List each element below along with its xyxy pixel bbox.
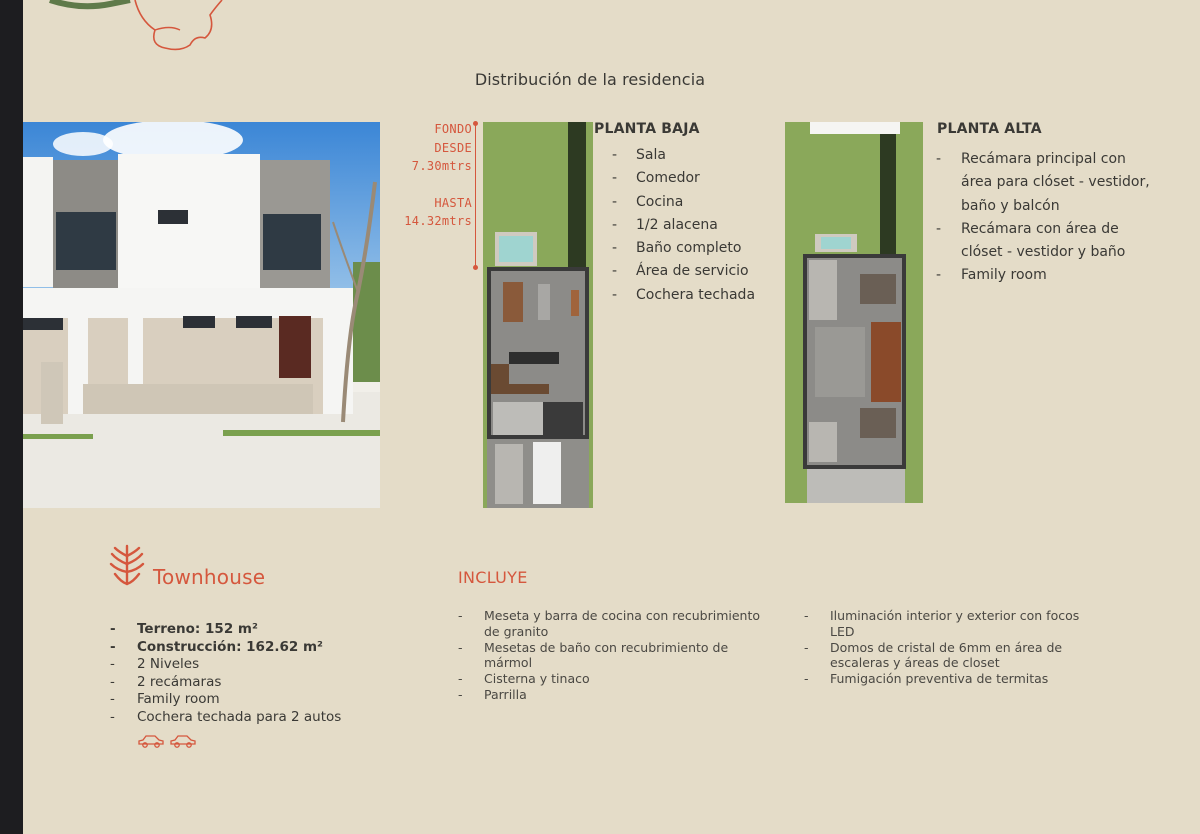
incluye-list-a <box>458 608 778 703</box>
list-item: - Domos de cristal de 6mm en área de escaleras y áreas de closet <box>804 639 1063 671</box>
decorative-plant-illustration <box>40 0 240 60</box>
floor-plan-ground <box>483 122 593 508</box>
hasta-label: HASTA <box>434 195 472 210</box>
incluye-title: INCLUYE <box>458 568 528 587</box>
list-item: - Fumigación preventiva de termitas <box>804 671 1049 687</box>
dimension-dot-bottom <box>473 265 478 270</box>
feature-terreno: - Terreno: 152 m² <box>110 621 258 637</box>
hasta-value: 14.32mtrs <box>404 214 472 228</box>
page-title: Distribución de la residencia <box>474 70 706 89</box>
list-item: - 2 recámaras <box>110 673 222 690</box>
desde-value: 7.30mtrs <box>411 159 472 173</box>
floor-plan-upper <box>785 122 923 503</box>
list-item: - Cocina <box>612 193 684 210</box>
planta-alta-title: PLANTA ALTA <box>937 121 1042 137</box>
dimension-dot-top <box>473 121 478 126</box>
list-item: - Cochera techada para 2 autos <box>110 708 342 725</box>
list-item: - Iluminación interior y exterior con focos LED <box>804 608 1080 639</box>
dimension-labels <box>394 120 472 231</box>
list-item: - Sala <box>612 147 666 163</box>
list-item: - Meseta y barra de cocina con recubrimiento de granito <box>458 608 761 639</box>
planta-baja-title: PLANTA BAJA <box>594 121 700 137</box>
list-item: - Cochera techada <box>612 286 756 303</box>
list-item: - Parrilla <box>458 686 527 702</box>
house-photo <box>23 122 380 508</box>
townhouse-title: Townhouse <box>153 565 266 589</box>
tree-leaf-icon <box>109 544 145 586</box>
list-item: - Comedor <box>612 170 700 187</box>
list-item: - Mesetas de baño con recubrimiento de mármol <box>458 639 729 671</box>
feature-construccion: - Construcción: 162.62 m² <box>110 638 323 655</box>
list-item: - 1/2 alacena <box>612 216 718 233</box>
list-item: - Recámara principal con área para clóset - vestidor, baño y balcón <box>936 151 1150 214</box>
list-item: - Family room <box>936 267 1047 284</box>
car-icon <box>137 733 201 749</box>
list-item: - Recámara con área de clóset - vestidor y baño <box>936 220 1126 261</box>
list-item: - Baño completo <box>612 240 742 257</box>
townhouse-features <box>110 621 341 726</box>
planta-alta-list <box>936 148 1156 288</box>
planta-baja-list <box>612 145 755 308</box>
list-item: - 2 Niveles <box>110 656 200 672</box>
left-edge-bar <box>0 0 23 834</box>
fondo-label: FONDO <box>434 122 472 136</box>
list-item: - Cisterna y tinaco <box>458 671 590 687</box>
list-item: - Área de servicio <box>612 263 749 280</box>
incluye-list-b <box>804 608 1104 687</box>
list-item: - Family room <box>110 691 220 707</box>
dimension-line <box>475 123 476 268</box>
desde-label: DESDE <box>434 140 472 155</box>
